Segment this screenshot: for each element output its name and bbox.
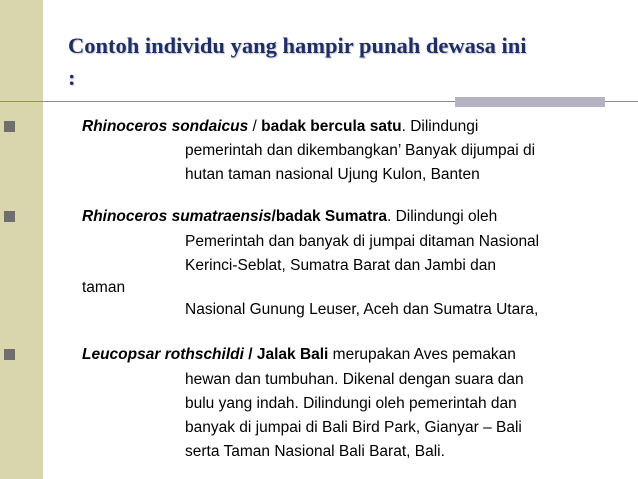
species-common-name: badak bercula satu: [261, 118, 402, 135]
species-scientific-name: Leucopsar rothschildi: [82, 346, 244, 363]
description-text: . Dilindungi: [401, 118, 479, 135]
list-item-1-line: pemerintah dan dikembangkan’ Banyak dijumpai di: [185, 142, 536, 159]
square-bullet-icon: [4, 121, 15, 132]
list-item-3-heading: [82, 343, 516, 366]
list-item-3-line: hewan dan tumbuhan. Dikenal dengan suara dan: [185, 371, 524, 388]
square-bullet-icon: [4, 211, 15, 222]
list-item-2-wrap: taman: [82, 279, 126, 296]
species-scientific-name: Rhinoceros sumatraensis: [82, 208, 272, 225]
list-item-2-line: Kerinci-Seblat, Sumatra Barat dan Jambi dan: [185, 257, 497, 274]
list-item-3-line: serta Taman Nasional Bali Barat, Bali.: [185, 443, 445, 460]
description-text: . Dilindungi oleh: [386, 208, 498, 225]
list-item-3-line: bulu yang indah. Dilindungi oleh pemerintah dan: [185, 395, 517, 412]
species-common-name: badak Sumatra: [275, 208, 387, 225]
name-separator: /: [243, 346, 257, 363]
list-item-2-line: Nasional Gunung Leuser, Aceh dan Sumatra Utara,: [185, 301, 539, 318]
slide-title-line2: :: [68, 65, 76, 90]
list-item-2-heading: [82, 205, 497, 228]
list-item-2-line: Pemerintah dan banyak di jumpai ditaman Nasional: [185, 233, 540, 250]
species-scientific-name: Rhinoceros sondaicus: [82, 118, 249, 135]
name-separator: /: [271, 208, 276, 225]
list-item-1-heading: [82, 115, 478, 138]
square-bullet-icon: [4, 349, 15, 360]
species-common-name: Jalak Bali: [256, 346, 329, 363]
list-item-3-line: banyak di jumpai di Bali Bird Park, Gianyar – Bali: [185, 419, 522, 436]
description-text: merupakan Aves pemakan: [328, 346, 516, 363]
list-item-1-line: hutan taman nasional Ujung Kulon, Banten: [185, 166, 480, 183]
name-separator: /: [248, 118, 262, 135]
slide-title-line1: Contoh individu yang hampir punah dewasa ini: [68, 33, 527, 58]
